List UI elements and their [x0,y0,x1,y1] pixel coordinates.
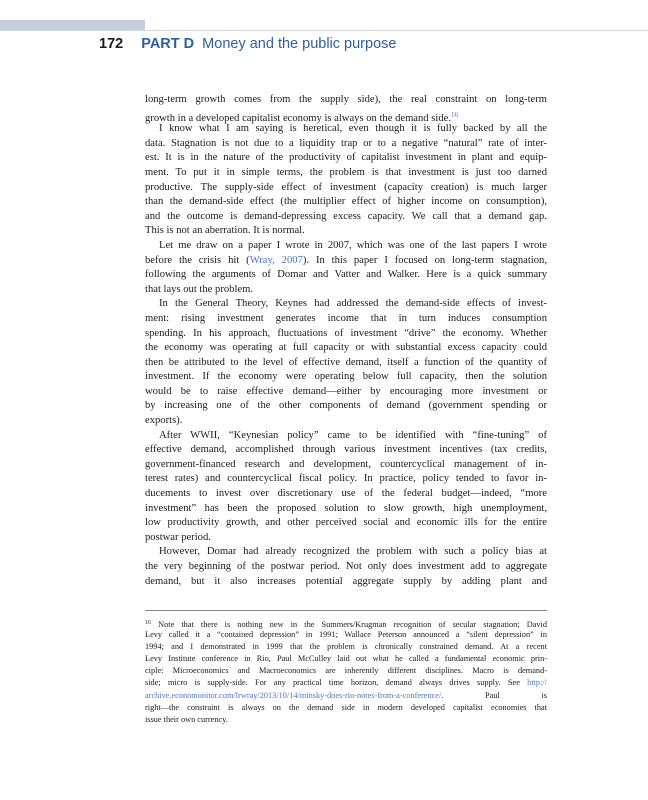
footnote-text: Levy called it a “contained depression” in 1991; Wallace Peterson announced a “silent depression” in [145,630,547,640]
text-line [145,487,547,502]
line-text: would be to raise effective demand—either by encouraging more investment or [145,385,547,397]
text-line [145,341,547,356]
part-title: Money and the public purpose [202,36,397,52]
footnote-text: side; micro is supply-side. For any practical time horizon, demand always drives supply. See [145,678,528,688]
text-line [145,312,547,327]
line-text-after: ). In this paper I focused on long-term stagnation, [302,254,547,266]
text-line [145,181,547,196]
line-text: I know what I am saying is heretical, even though it is fully backed by all the [159,123,547,135]
footnote-16 [145,617,547,726]
text-line [145,283,547,298]
header-rule [0,30,648,31]
footnote-text-after: . Paul is [441,690,547,700]
line-text: effective demand, accomplished through various investment incentives (tax credits, [145,444,547,456]
footnote-line [145,629,547,641]
line-text: the economy was operating at full capacity or with substantial excess capacity could [145,342,547,354]
text-line [145,137,547,152]
line-text: productive. The supply-side effect of investment (capacity creation) is much larger [145,181,547,193]
line-text: following the arguments of Domar and Vatter and Walker. Here is a quick summary [145,269,547,281]
footnote-marker: 16 [145,620,151,626]
page-number: 172 [99,36,124,52]
footnote-text: issue their own currency. [145,714,228,724]
text-line [145,108,547,123]
line-text: and the outcome is demand-depressing excess capacity. We call that a demand gap. [145,210,547,222]
line-text: terest rates) and countercyclical fiscal policy. In practice, policy tended to favor in- [145,473,547,485]
text-line [145,268,547,283]
line-text: growth in a developed capitalist economy is always on the demand side. [145,112,451,124]
text-line [145,151,547,166]
text-line [145,254,547,269]
line-text: than the demand-side effect (the multiplier effect of higher income on consumption), [145,196,547,208]
footnote-text: ciple: Microeconomics and Macroeconomics are inherently different disciplines. Macro is demand- [145,666,547,676]
line-text: ducements to invest over discretionary use of the federal budget—indeed, “more [145,488,547,500]
footnote-line [145,677,547,689]
line-text: the very beginning of the postwar period. Not only does investment add to aggregate [145,561,547,572]
footnote-line [145,702,547,714]
citation-link[interactable]: Wray, 2007 [249,254,303,266]
footnote-line [145,665,547,677]
line-text: long-term growth comes from the supply side), the real constraint on long-term [145,94,547,105]
line-text: Let me draw on a paper I wrote in 2007, which was one of the last papers I wrote [159,239,547,251]
text-line [145,385,547,400]
footnote-url[interactable]: archive.economonitor.com/lrwray/2013/10/14/minsky-does-rio-notes-from-a-conference/ [145,690,442,700]
footnote-text: 1994; and I demonstrated in 1999 that the problem is chronically constrained demand. At a recent [145,642,547,652]
line-text: ment. To put it in simple terms, the problem is that investment is just too darned [145,166,547,178]
text-line [145,93,547,108]
line-text: In the General Theory, Keynes had addressed the demand-side effects of invest- [159,298,547,310]
footnote-line [145,653,547,665]
main-text [145,93,547,589]
header-accent-bar [0,20,145,30]
text-line [145,502,547,517]
line-text: by increasing one of the other components of demand (government spending or [145,400,547,412]
footnote-line [145,690,547,702]
text-line [145,210,547,225]
text-line [145,560,547,575]
line-text: This is not an aberration. It is normal. [145,225,305,237]
text-line [145,370,547,385]
running-header [99,35,396,53]
line-text: exports). [145,415,183,427]
text-line [145,443,547,458]
footnote-url[interactable]: http:// [527,678,547,688]
text-line [145,166,547,181]
footnote-line [145,641,547,653]
line-text: ment: rising investment generates income that in turn induces consumption [145,312,547,324]
text-line [145,472,547,487]
footnote-ref-16[interactable]: 16 [450,110,458,119]
text-line [145,429,547,444]
text-line [145,327,547,342]
footnote-line [145,617,547,629]
text-line [145,458,547,473]
text-line [145,297,547,312]
text-line [145,516,547,531]
line-text: est. It is in the nature of the productivity of capitalist investment in plant and equip- [145,152,547,164]
line-text: After WWII, “Keynesian policy” came to be identified with “fine-tuning” of [159,429,547,441]
line-text: then be attributed to the level of effective demand, itself a function of the quantity of [145,356,547,368]
text-line [145,239,547,254]
text-line [145,399,547,414]
footnote-text: Levy Institute conference in Rio, Paul McCulley laid out what he called a fundamental economic prin- [145,654,547,664]
text-line [145,414,547,429]
text-line [145,531,547,546]
text-line [145,224,547,239]
line-text: before the crisis hit ( [145,254,250,266]
footnote-text: right—the constraint is always on the demand side in modern developed capitalist economies that [145,702,547,712]
text-line [145,545,547,560]
footnote-line [145,714,547,726]
line-text: low productivity growth, and other perceived social and economic ills for the entire [145,517,547,529]
line-text: However, Domar had already recognized the problem with such a policy bias at [159,546,547,558]
line-text: that lays out the problem. [145,283,253,295]
text-line [145,356,547,371]
line-text: data. Stagnation is not due to a liquidity trap or to a negative “natural” rate of inter- [145,137,547,149]
text-line [145,575,547,590]
line-text: demand, but it also increases potential aggregate supply by adding plant and [145,575,547,587]
line-text: government-financed research and development, countercyclical management of in- [145,458,547,470]
line-text: postwar period. [145,531,211,543]
footnote-text: Note that there is nothing new in the Summers/Krugman recognition of secular stagnation; David [158,620,547,629]
line-text: spending. In his approach, fluctuations of investment “drive” the economy. Whether [145,327,547,339]
text-line [145,195,547,210]
line-text: investment. If the economy were operating below full capacity, then the solution [145,371,547,383]
line-text: investment” has been the proposed solution to slow growth, high unemployment, [145,502,547,514]
footnote-rule [145,610,547,611]
text-line [145,122,547,137]
part-label: PART D [141,36,195,52]
